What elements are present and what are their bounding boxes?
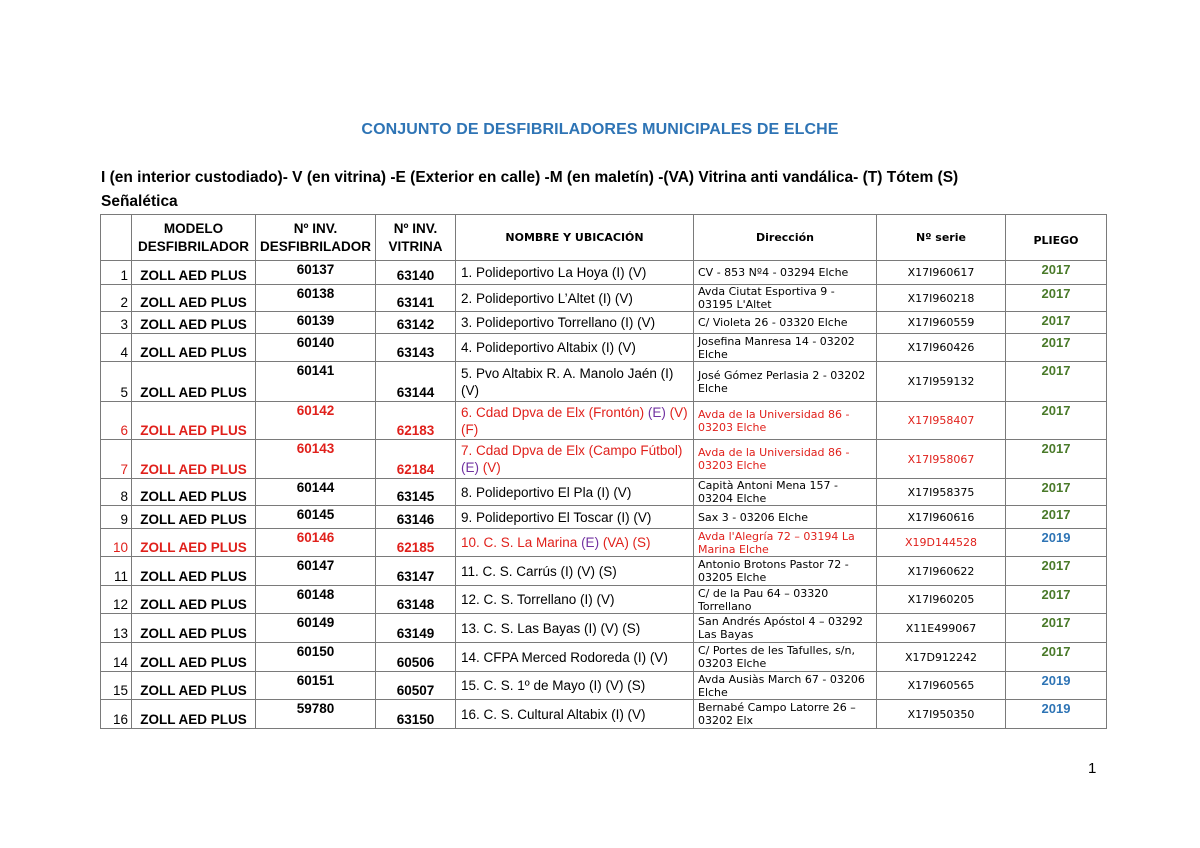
cell-modelo: ZOLL AED PLUS bbox=[132, 334, 256, 362]
cell-nombre: 8. Polideportivo El Pla (I) (V) bbox=[456, 479, 694, 506]
cell-direccion: CV - 853 Nº4 - 03294 Elche bbox=[694, 261, 877, 285]
cell-direccion: Bernabé Campo Latorre 26 – 03202 Elx bbox=[694, 700, 877, 729]
cell-pliego: 2017 bbox=[1006, 362, 1107, 402]
cell-modelo: ZOLL AED PLUS bbox=[132, 312, 256, 334]
cell-serie: X11E499067 bbox=[877, 614, 1006, 643]
cell-serie: X17I960426 bbox=[877, 334, 1006, 362]
cell-nombre: 10. C. S. La Marina (E) (VA) (S) bbox=[456, 529, 694, 557]
cell-pliego: 2019 bbox=[1006, 529, 1107, 557]
cell-modelo: ZOLL AED PLUS bbox=[132, 506, 256, 529]
cell-index: 13 bbox=[101, 614, 132, 643]
cell-inv-vitrina: 63145 bbox=[376, 479, 456, 506]
cell-inv-desfibrilador: 60140 bbox=[256, 334, 376, 362]
cell-modelo: ZOLL AED PLUS bbox=[132, 614, 256, 643]
cell-direccion: Avda Ausiàs March 67 - 03206 Elche bbox=[694, 672, 877, 700]
table-row bbox=[101, 586, 1107, 614]
cell-serie: X17I958067 bbox=[877, 440, 1006, 479]
cell-direccion: Sax 3 - 03206 Elche bbox=[694, 506, 877, 529]
cell-inv-vitrina: 60506 bbox=[376, 643, 456, 672]
cell-index: 10 bbox=[101, 529, 132, 557]
header-nombre: NOMBRE Y UBICACIÓN bbox=[456, 215, 694, 261]
cell-nombre: 15. C. S. 1º de Mayo (I) (V) (S) bbox=[456, 672, 694, 700]
cell-index: 5 bbox=[101, 362, 132, 402]
cell-index: 3 bbox=[101, 312, 132, 334]
exterior-tag: (E) bbox=[461, 460, 479, 475]
cell-direccion: Avda de la Universidad 86 - 03203 Elche bbox=[694, 402, 877, 440]
cell-serie: X17D912242 bbox=[877, 643, 1006, 672]
cell-nombre: 5. Pvo Altabix R. A. Manolo Jaén (I) (V) bbox=[456, 362, 694, 402]
table-row bbox=[101, 614, 1107, 643]
cell-serie: X17I960218 bbox=[877, 285, 1006, 312]
cell-inv-vitrina: 63150 bbox=[376, 700, 456, 729]
cell-nombre: 14. CFPA Merced Rodoreda (I) (V) bbox=[456, 643, 694, 672]
cell-index: 7 bbox=[101, 440, 132, 479]
cell-direccion: C/ de la Pau 64 – 03320 Torrellano bbox=[694, 586, 877, 614]
cell-direccion: Josefina Manresa 14 - 03202 Elche bbox=[694, 334, 877, 362]
table-row bbox=[101, 643, 1107, 672]
table-row bbox=[101, 362, 1107, 402]
cell-nombre: 3. Polideportivo Torrellano (I) (V) bbox=[456, 312, 694, 334]
page-number: 1 bbox=[1088, 760, 1097, 777]
cell-index: 1 bbox=[101, 261, 132, 285]
cell-modelo: ZOLL AED PLUS bbox=[132, 700, 256, 729]
cell-inv-vitrina: 63143 bbox=[376, 334, 456, 362]
cell-pliego: 2017 bbox=[1006, 586, 1107, 614]
cell-index: 2 bbox=[101, 285, 132, 312]
exterior-tag: (E) bbox=[581, 535, 600, 550]
table-row bbox=[101, 672, 1107, 700]
cell-serie: X17I958407 bbox=[877, 402, 1006, 440]
cell-pliego: 2017 bbox=[1006, 402, 1107, 440]
cell-inv-vitrina: 63140 bbox=[376, 261, 456, 285]
cell-modelo: ZOLL AED PLUS bbox=[132, 586, 256, 614]
cell-inv-desfibrilador: 60138 bbox=[256, 285, 376, 312]
cell-modelo: ZOLL AED PLUS bbox=[132, 261, 256, 285]
header-inv-vitrina: Nº INV. VITRINA bbox=[376, 215, 456, 261]
cell-modelo: ZOLL AED PLUS bbox=[132, 529, 256, 557]
cell-inv-vitrina: 62185 bbox=[376, 529, 456, 557]
cell-inv-desfibrilador: 60143 bbox=[256, 440, 376, 479]
cell-modelo: ZOLL AED PLUS bbox=[132, 672, 256, 700]
cell-serie: X17I960617 bbox=[877, 261, 1006, 285]
exterior-tag: (E) bbox=[647, 404, 666, 420]
cell-pliego: 2017 bbox=[1006, 261, 1107, 285]
cell-serie: X17I960616 bbox=[877, 506, 1006, 529]
cell-pliego: 2017 bbox=[1006, 479, 1107, 506]
table-row bbox=[101, 334, 1107, 362]
cell-direccion: C/ Violeta 26 - 03320 Elche bbox=[694, 312, 877, 334]
cell-inv-desfibrilador: 60151 bbox=[256, 672, 376, 700]
table-row bbox=[101, 529, 1107, 557]
cell-inv-desfibrilador: 60147 bbox=[256, 557, 376, 586]
cell-index: 12 bbox=[101, 586, 132, 614]
cell-index: 15 bbox=[101, 672, 132, 700]
cell-pliego: 2017 bbox=[1006, 440, 1107, 479]
cell-modelo: ZOLL AED PLUS bbox=[132, 643, 256, 672]
cell-inv-desfibrilador: 60146 bbox=[256, 529, 376, 557]
cell-modelo: ZOLL AED PLUS bbox=[132, 557, 256, 586]
cell-nombre: 1. Polideportivo La Hoya (I) (V) bbox=[456, 261, 694, 285]
cell-modelo: ZOLL AED PLUS bbox=[132, 285, 256, 312]
cell-index: 4 bbox=[101, 334, 132, 362]
cell-index: 11 bbox=[101, 557, 132, 586]
cell-serie: X17I958375 bbox=[877, 479, 1006, 506]
cell-serie: X17I950350 bbox=[877, 700, 1006, 729]
table-row bbox=[101, 261, 1107, 285]
cell-inv-desfibrilador: 60142 bbox=[256, 402, 376, 440]
cell-nombre: 2. Polideportivo L’Altet (I) (V) bbox=[456, 285, 694, 312]
cell-direccion: Avda de la Universidad 86 - 03203 Elche bbox=[694, 440, 877, 479]
cell-inv-vitrina: 63142 bbox=[376, 312, 456, 334]
cell-nombre: 7. Cdad Dpva de Elx (Campo Fútbol) (E) (V) bbox=[456, 440, 694, 479]
cell-inv-desfibrilador: 60145 bbox=[256, 506, 376, 529]
header-index bbox=[101, 215, 132, 261]
cell-inv-vitrina: 63147 bbox=[376, 557, 456, 586]
cell-pliego: 2017 bbox=[1006, 312, 1107, 334]
header-direccion: Dirección bbox=[694, 215, 877, 261]
table-row bbox=[101, 402, 1107, 440]
cell-inv-vitrina: 63148 bbox=[376, 586, 456, 614]
cell-inv-vitrina: 63149 bbox=[376, 614, 456, 643]
cell-index: 6 bbox=[101, 402, 132, 440]
cell-serie: X17I959132 bbox=[877, 362, 1006, 402]
cell-pliego: 2019 bbox=[1006, 672, 1107, 700]
cell-nombre: 16. C. S. Cultural Altabix (I) (V) bbox=[456, 700, 694, 729]
table-row bbox=[101, 506, 1107, 529]
cell-inv-desfibrilador: 59780 bbox=[256, 700, 376, 729]
document-title: CONJUNTO DE DESFIBRILADORES MUNICIPALES DE ELCHE bbox=[361, 121, 839, 138]
cell-serie: X17I960559 bbox=[877, 312, 1006, 334]
cell-pliego: 2017 bbox=[1006, 614, 1107, 643]
table-row bbox=[101, 312, 1107, 334]
cell-modelo: ZOLL AED PLUS bbox=[132, 440, 256, 479]
cell-direccion: Antonio Brotons Pastor 72 - 03205 Elche bbox=[694, 557, 877, 586]
header-pliego: PLIEGO bbox=[1006, 215, 1107, 261]
cell-pliego: 2017 bbox=[1006, 285, 1107, 312]
cell-nombre: 12. C. S. Torrellano (I) (V) bbox=[456, 586, 694, 614]
cell-serie: X17I960205 bbox=[877, 586, 1006, 614]
cell-modelo: ZOLL AED PLUS bbox=[132, 479, 256, 506]
cell-serie: X17I960622 bbox=[877, 557, 1006, 586]
cell-serie: X19D144528 bbox=[877, 529, 1006, 557]
cell-inv-vitrina: 62184 bbox=[376, 440, 456, 479]
cell-nombre: 9. Polideportivo El Toscar (I) (V) bbox=[456, 506, 694, 529]
cell-inv-desfibrilador: 60144 bbox=[256, 479, 376, 506]
cell-direccion: Avda Ciutat Esportiva 9 - 03195 L'Altet bbox=[694, 285, 877, 312]
cell-direccion: San Andrés Apóstol 4 – 03292 Las Bayas bbox=[694, 614, 877, 643]
cell-nombre: 4. Polideportivo Altabix (I) (V) bbox=[456, 334, 694, 362]
cell-index: 14 bbox=[101, 643, 132, 672]
cell-direccion: C/ Portes de les Tafulles, s/n, 03203 Elche bbox=[694, 643, 877, 672]
table-row bbox=[101, 479, 1107, 506]
cell-pliego: 2017 bbox=[1006, 506, 1107, 529]
defibrillator-table bbox=[100, 214, 1107, 729]
cell-inv-vitrina: 63141 bbox=[376, 285, 456, 312]
cell-inv-desfibrilador: 60137 bbox=[256, 261, 376, 285]
cell-direccion: Capità Antoni Mena 157 - 03204 Elche bbox=[694, 479, 877, 506]
cell-index: 8 bbox=[101, 479, 132, 506]
cell-index: 9 bbox=[101, 506, 132, 529]
header-serie: Nº serie bbox=[877, 215, 1006, 261]
cell-inv-vitrina: 63144 bbox=[376, 362, 456, 402]
cell-inv-desfibrilador: 60150 bbox=[256, 643, 376, 672]
cell-pliego: 2019 bbox=[1006, 700, 1107, 729]
cell-modelo: ZOLL AED PLUS bbox=[132, 402, 256, 440]
cell-nombre: 6. Cdad Dpva de Elx (Frontón) (E) (V) (F) bbox=[456, 402, 694, 440]
cell-inv-desfibrilador: 60139 bbox=[256, 312, 376, 334]
cell-modelo: ZOLL AED PLUS bbox=[132, 362, 256, 402]
table-row bbox=[101, 440, 1107, 479]
cell-pliego: 2017 bbox=[1006, 334, 1107, 362]
cell-inv-vitrina: 63146 bbox=[376, 506, 456, 529]
cell-direccion: José Gómez Perlasia 2 - 03202 Elche bbox=[694, 362, 877, 402]
header-inv-desfibrilador: Nº INV. DESFIBRILADOR bbox=[256, 215, 376, 261]
table-row bbox=[101, 700, 1107, 729]
cell-inv-desfibrilador: 60141 bbox=[256, 362, 376, 402]
cell-direccion: Avda l'Alegría 72 – 03194 La Marina Elche bbox=[694, 529, 877, 557]
cell-inv-desfibrilador: 60149 bbox=[256, 614, 376, 643]
cell-inv-vitrina: 60507 bbox=[376, 672, 456, 700]
cell-nombre: 11. C. S. Carrús (I) (V) (S) bbox=[456, 557, 694, 586]
cell-pliego: 2017 bbox=[1006, 557, 1107, 586]
cell-nombre: 13. C. S. Las Bayas (I) (V) (S) bbox=[456, 614, 694, 643]
cell-inv-vitrina: 62183 bbox=[376, 402, 456, 440]
cell-pliego: 2017 bbox=[1006, 643, 1107, 672]
table-row bbox=[101, 557, 1107, 586]
table-header-row bbox=[101, 215, 1107, 261]
cell-serie: X17I960565 bbox=[877, 672, 1006, 700]
legend-text: I (en interior custodiado)- V (en vitrina) -E (Exterior en calle) -M (en maletín) -(VA) Vitrina anti vandálica- (T) Tótem (S) Señalética bbox=[101, 169, 959, 210]
cell-index: 16 bbox=[101, 700, 132, 729]
header-modelo: MODELO DESFIBRILADOR bbox=[132, 215, 256, 261]
table-row bbox=[101, 285, 1107, 312]
cell-inv-desfibrilador: 60148 bbox=[256, 586, 376, 614]
